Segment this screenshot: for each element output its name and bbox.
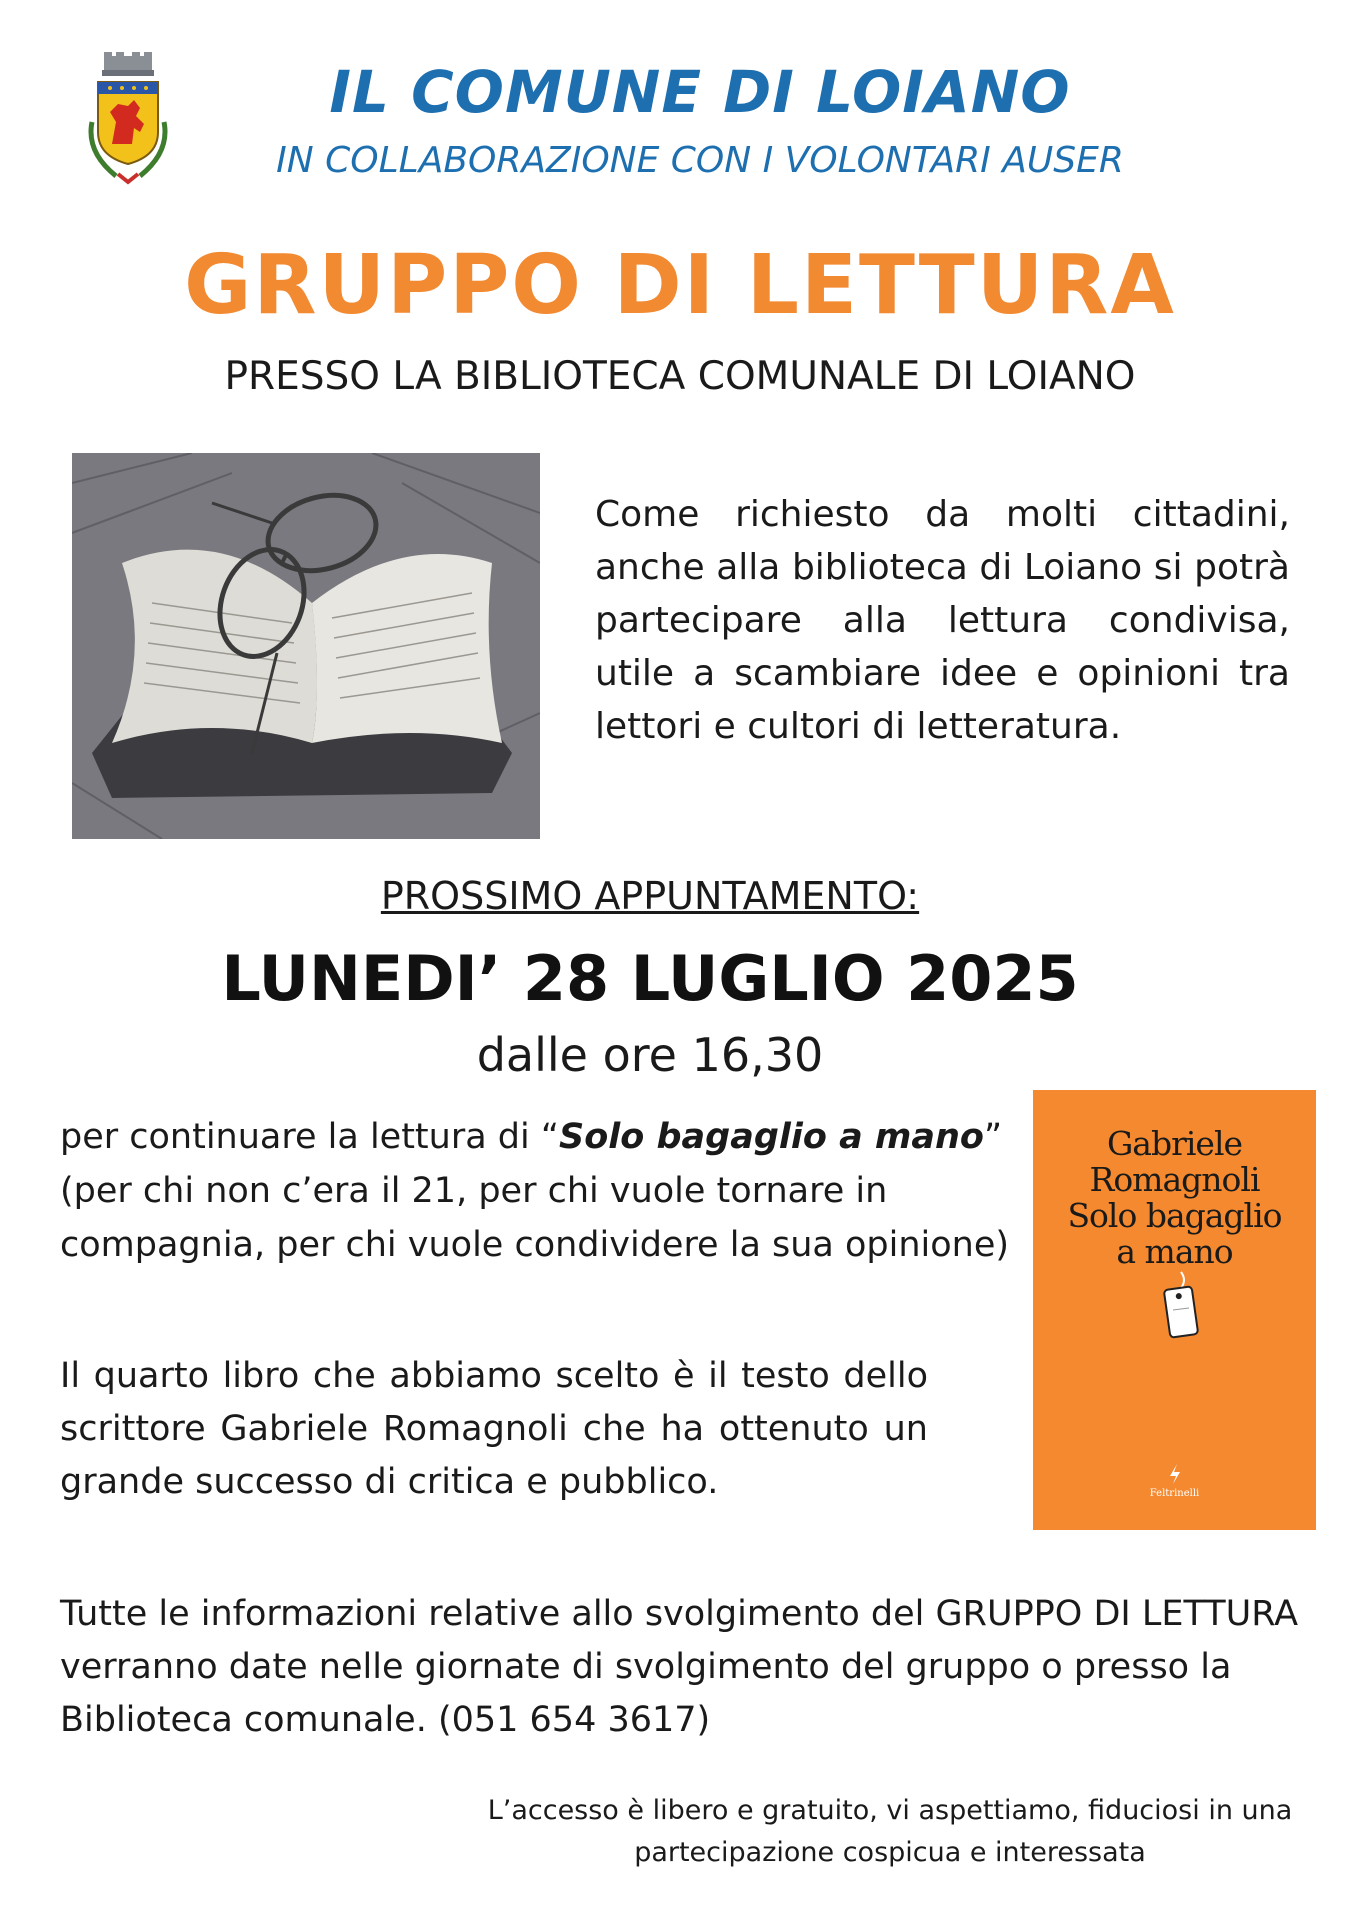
appointment-time: dalle ore 16,30	[476, 1028, 824, 1082]
open-book-photo	[72, 453, 540, 839]
cover-text	[1033, 1126, 1316, 1270]
closing-line-1: L’accesso è libero e gratuito, vi aspettiamo, fiduciosi in una	[487, 1795, 1293, 1826]
cover-author-first: Gabriele	[1106, 1124, 1243, 1163]
page-subtitle: IN COLLABORAZIONE CON I VOLONTARI AUSER	[276, 140, 1124, 181]
continuation-suffix: ”	[983, 1117, 1003, 1157]
continuation-prefix: per continuare la lettura di “	[60, 1117, 559, 1157]
book-cover	[1033, 1090, 1316, 1530]
cover-title-line2: a mano	[1116, 1232, 1233, 1271]
continuation-details: (per chi non c’era il 21, per chi vuole tornare in compagnia, per chi vuole condividere la sua opinione)	[60, 1171, 1010, 1265]
intro-paragraph: Come richiesto da molti cittadini, anche alla biblioteca di Loiano si potrà partecipare alla lettura condivisa, utile a scambiare idee e opinioni tra lettori e cultori di letteratura.	[595, 494, 1290, 747]
luggage-tag-icon	[1161, 1270, 1201, 1340]
event-heading: GRUPPO DI LETTURA	[184, 238, 1176, 333]
event-venue: PRESSO LA BIBLIOTECA COMUNALE DI LOIANO	[224, 354, 1136, 399]
municipal-crest-icon	[82, 52, 174, 188]
cover-publisher: Feltrinelli	[1149, 1488, 1200, 1499]
cover-title-line1: Solo bagaglio	[1067, 1196, 1282, 1235]
publisher-logo-icon	[1167, 1464, 1183, 1484]
fourth-book-paragraph: Il quarto libro che abbiamo scelto è il testo dello scrittore Gabriele Romagnoli che ha ottenuto un grande successo di critica e pubblico.	[60, 1356, 928, 1502]
continuation-paragraph	[60, 1110, 1010, 1272]
info-paragraph: Tutte le informazioni relative allo svolgimento del GRUPPO DI LETTURA verranno date nelle giornate di svolgimento del gruppo o presso la Biblioteca comunale. (051 654 3617)	[60, 1594, 1299, 1740]
closing-note	[470, 1790, 1310, 1874]
cover-author-last: Romagnoli	[1089, 1160, 1260, 1199]
next-appointment-label: PROSSIMO APPUNTAMENTO:	[380, 874, 920, 918]
appointment-date: LUNEDI’ 28 LUGLIO 2025	[221, 942, 1079, 1015]
book-title-text: Solo bagaglio a mano	[559, 1117, 984, 1157]
closing-line-2: partecipazione cospicua e interessata	[634, 1837, 1146, 1868]
page-title: IL COMUNE DI LOIANO	[329, 58, 1071, 126]
